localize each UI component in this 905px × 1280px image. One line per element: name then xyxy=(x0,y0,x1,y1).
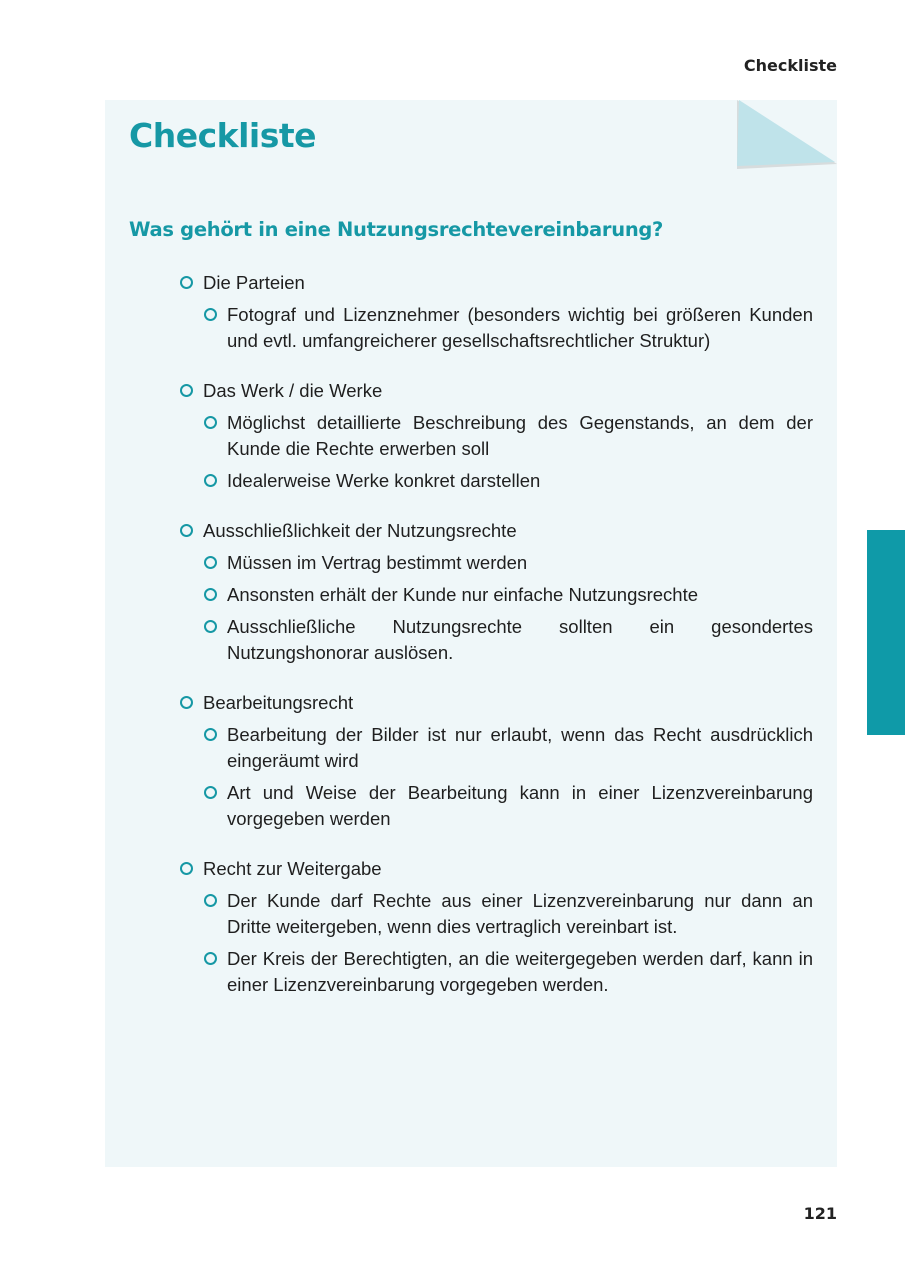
page-fold-icon xyxy=(737,100,837,172)
checklist-title: Checkliste xyxy=(129,116,317,155)
circle-outline-icon xyxy=(204,952,217,965)
checklist-subitem-text: Müssen im Vertrag bestimmt werden xyxy=(227,552,528,573)
checklist-item-label: Recht zur Weitergabe xyxy=(203,858,382,879)
circle-outline-icon xyxy=(204,556,217,569)
checklist-subitem[interactable] xyxy=(179,946,813,998)
checklist-subitem[interactable] xyxy=(179,468,813,494)
circle-outline-icon xyxy=(180,524,193,537)
checklist-group-transfer xyxy=(179,856,813,998)
checklist-panel xyxy=(105,100,837,1167)
checklist-item-label: Die Parteien xyxy=(203,272,305,293)
checklist-item[interactable] xyxy=(179,270,813,296)
checklist-subitem[interactable] xyxy=(179,582,813,608)
checklist-item[interactable] xyxy=(179,690,813,716)
checklist-subitem-text: Ausschließliche Nutzungsrechte sollten ein gesondertes Nutzungshonorar auslösen. xyxy=(227,616,813,663)
page-number: 121 xyxy=(803,1204,837,1223)
checklist-subitem[interactable] xyxy=(179,614,813,666)
checklist-subitem[interactable] xyxy=(179,780,813,832)
checklist-item-label: Bearbeitungsrecht xyxy=(203,692,354,713)
checklist-subitem[interactable] xyxy=(179,302,813,354)
circle-outline-icon xyxy=(204,894,217,907)
circle-outline-icon xyxy=(204,728,217,741)
checklist-subitem[interactable] xyxy=(179,550,813,576)
circle-outline-icon xyxy=(204,588,217,601)
circle-outline-icon xyxy=(204,620,217,633)
checklist-subitem-text: Idealerweise Werke konkret darstellen xyxy=(227,470,541,491)
chapter-side-tab xyxy=(867,530,905,735)
checklist-group-works xyxy=(179,378,813,494)
checklist-subitem-text: Art und Weise der Bearbeitung kann in einer Lizenzvereinbarung vorgegeben werden xyxy=(227,782,813,829)
checklist xyxy=(179,270,813,1022)
circle-outline-icon xyxy=(204,416,217,429)
checklist-subitem-text: Möglichst detaillierte Beschreibung des Gegenstands, an dem der Kunde die Rechte erwerben soll xyxy=(227,412,813,459)
checklist-subitem-text: Der Kreis der Berechtigten, an die weitergegeben werden darf, kann in einer Lizenzvereinbarung vorgegeben werden. xyxy=(227,948,813,995)
circle-outline-icon xyxy=(180,862,193,875)
circle-outline-icon xyxy=(180,696,193,709)
circle-outline-icon xyxy=(204,786,217,799)
circle-outline-icon xyxy=(180,384,193,397)
checklist-group-exclusivity xyxy=(179,518,813,666)
checklist-subitem-text: Ansonsten erhält der Kunde nur einfache Nutzungsrechte xyxy=(227,584,699,605)
circle-outline-icon xyxy=(204,308,217,321)
checklist-subitem[interactable] xyxy=(179,888,813,940)
checklist-subitem-text: Fotograf und Lizenznehmer (besonders wichtig bei größeren Kunden und evtl. umfangreicherer gesellschaftsrechtlicher Struktur) xyxy=(227,304,813,351)
checklist-subtitle: Was gehört in eine Nutzungsrechtevereinbarung? xyxy=(129,218,664,241)
checklist-item-label: Ausschließlichkeit der Nutzungsrechte xyxy=(203,520,517,541)
checklist-item-label: Das Werk / die Werke xyxy=(203,380,383,401)
checklist-group-editing xyxy=(179,690,813,832)
running-head: Checkliste xyxy=(743,56,837,75)
checklist-item[interactable] xyxy=(179,518,813,544)
checklist-subitem-text: Der Kunde darf Rechte aus einer Lizenzvereinbarung nur dann an Dritte weitergeben, wenn dies vertraglich vereinbart ist. xyxy=(227,890,813,937)
checklist-item[interactable] xyxy=(179,378,813,404)
checklist-subitem[interactable] xyxy=(179,722,813,774)
checklist-subitem-text: Bearbeitung der Bilder ist nur erlaubt, wenn das Recht ausdrücklich eingeräumt wird xyxy=(227,724,813,771)
circle-outline-icon xyxy=(180,276,193,289)
circle-outline-icon xyxy=(204,474,217,487)
checklist-item[interactable] xyxy=(179,856,813,882)
checklist-subitem[interactable] xyxy=(179,410,813,462)
checklist-group-parties xyxy=(179,270,813,354)
